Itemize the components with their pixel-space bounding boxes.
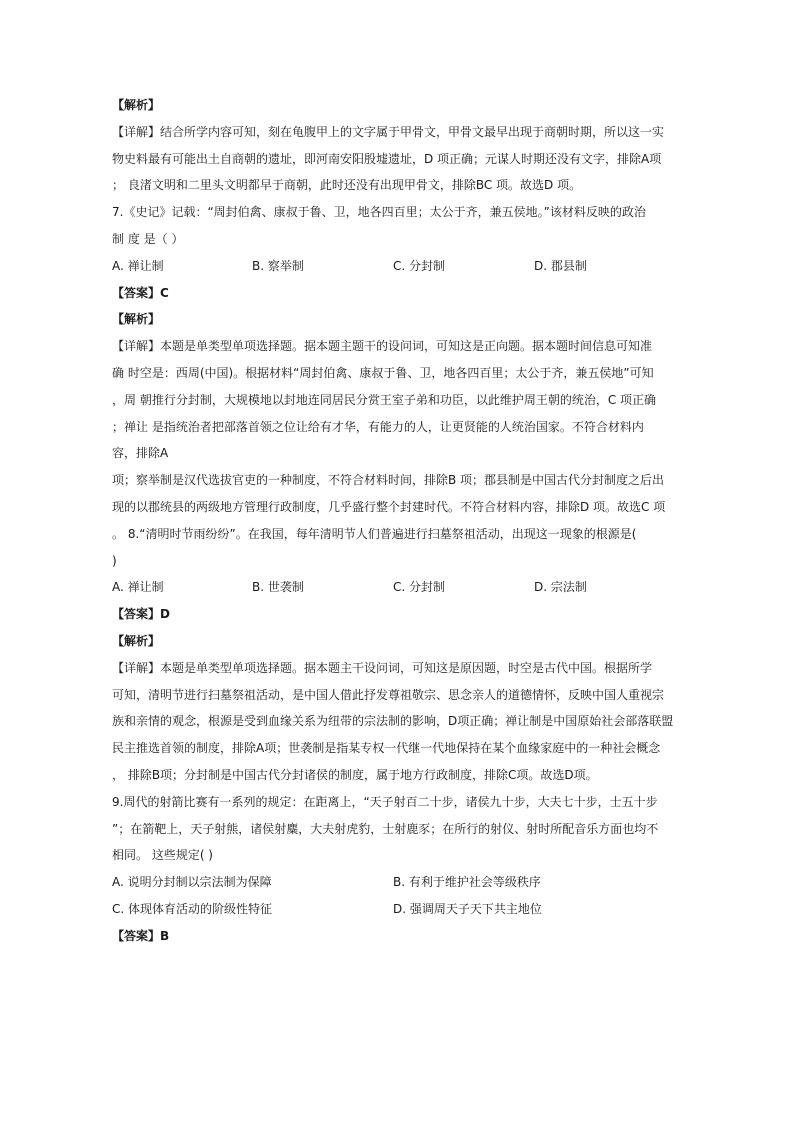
detail-text: ， 排除B项；分封制是中国古代分封诸侯的制度，属于地方行政制度，排除C项。故选D项。 [112, 767, 598, 782]
analysis-heading: 【解析】 [112, 633, 161, 648]
detail-text: 可知，清明节进行扫墓祭祖活动，是中国人借此抒发尊祖敬宗、思念亲人的道德情怀，反映中国人重视宗 [112, 687, 665, 702]
question-8-stem: 。 8.“清明时节雨纷纷”。在我国，每年清明节人们普遍进行扫墓祭祖活动，出现这一现象的根源是( [112, 526, 637, 541]
detail-text: 现的以郡统县的两级地方管理行政制度，几乎盛行整个封建时代。不符合材料内容，排除D 项。故选C 项 [112, 499, 666, 514]
answer-heading: 【答案】D [112, 607, 170, 622]
option-a: A. 禅让制 [112, 258, 164, 273]
detail-text: 民主推选首领的制度，排除A项；世袭制是指某专权一代继一代地保持在某个血缘家庭中的一种社会概念 [112, 741, 661, 756]
detail-text: 【详解】本题是单类型单项选择题。据本题主题干的设问词，可知这是正向题。据本题时间信息可知准 [112, 339, 653, 354]
detail-text: 容，排除A [112, 446, 169, 461]
question-9-options-row-2 [112, 896, 684, 923]
option-c: C. 分封制 [393, 580, 446, 595]
option-d: D. 郡县制 [534, 258, 587, 273]
option-c: C. 体现体育活动的阶级性特征 [112, 901, 273, 916]
option-b: B. 世袭制 [252, 580, 304, 595]
question-9-options-row-1 [112, 869, 684, 896]
option-a: A. 说明分封制以宗法制为保障 [112, 875, 272, 890]
question-7-options [112, 253, 684, 280]
answer-heading: 【答案】B [112, 928, 170, 943]
question-7-stem: 制 度 是（ ） [112, 231, 184, 246]
detail-text: ；禅让 是指统治者把部落首领之位让给有才华，有能力的人，让更贤能的人统治国家。不符合材料内 [112, 419, 644, 434]
question-8-options [112, 574, 684, 601]
answer-heading: 【答案】C [112, 285, 169, 300]
analysis-heading: 【解析】 [112, 312, 161, 327]
detail-text: ； 良渚文明和二里头文明都早于商朝，此时还没有出现甲骨文，排除BC 项。故选D 项。 [112, 178, 582, 193]
detail-text: 项；察举制是汉代选拔官吏的一种制度，不符合材料时间，排除B 项；郡县制是中国古代分封制度之后出 [112, 473, 665, 488]
question-8-stem: ) [112, 553, 117, 568]
analysis-heading: 【解析】 [112, 98, 161, 112]
detail-text: 【详解】本题是单类型单项选择题。据本题主干设问词，可知这是原因题，时空是古代中国。根据所学 [112, 660, 653, 675]
document-page [112, 92, 684, 950]
question-9-stem: ”；在箭靶上，天子射熊，诸侯射麋，大夫射虎豹，士射鹿豕；在所行的射仪、射时所配音乐方面也均不 [112, 821, 659, 836]
question-9-stem: 相同。 这些规定( ) [112, 848, 213, 863]
detail-text: 确 时空是：西周(中国)。根据材料“周封伯禽、康叔于鲁、卫，地各四百里；太公于齐，兼五侯地”可知 [112, 365, 654, 380]
detail-text: ，周 朝推行分封制，大规模地以封地连同居民分赏王室子弟和功臣，以此维护周王朝的统治，C 项正确 [112, 392, 657, 407]
detail-text: 物史料最有可能出土自商朝的遗址，即河南安阳殷墟遗址，D 项正确；元谋人时期还没有文字，排除A项 [112, 151, 662, 166]
option-b: B. 有利于维护社会等级秩序 [393, 875, 541, 890]
detail-text: 【详解】结合所学内容可知，刻在龟腹甲上的文字属于甲骨文，甲骨文最早出现于商朝时期，所以这一实 [112, 124, 665, 139]
option-d: D. 宗法制 [534, 580, 587, 595]
option-d: D. 强调周天子天下共主地位 [393, 901, 542, 916]
option-b: B. 察举制 [252, 258, 304, 273]
question-9-stem: 9.周代的射箭比赛有一系列的规定：在距离上，“天子射百二十步，诸侯九十步，大夫七十步，士五十步 [112, 794, 658, 809]
question-7-stem: 7.《史记》记载：“周封伯禽、康叔于鲁、卫，地各四百里；太公于齐，兼五侯地。”该材料反映的政治 [112, 205, 646, 220]
option-a: A. 禅让制 [112, 580, 164, 595]
option-c: C. 分封制 [393, 258, 446, 273]
detail-text: 族和亲情的观念，根源是受到血缘关系为纽带的宗法制的影响，D项正确；禅让制是中国原始社会部落联盟 [112, 714, 674, 729]
